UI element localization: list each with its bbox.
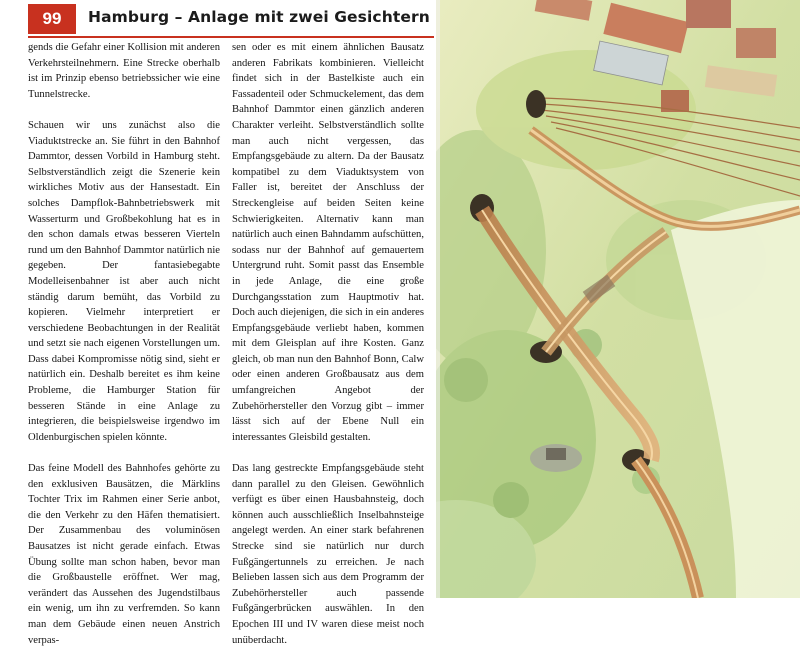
chapter-title: Hamburg – Anlage mit zwei Gesichtern [88,8,430,26]
paragraph: sen oder es mit einem ähnlichen Bausatz anderen Fabrikats kombinieren. Vielleicht findet sich in der Bastelkiste auch ein Fassadenteil oder Schmuckelement, das dem Bahnhof Dammtor einen gänzlich anderen Charakter verleiht. Selbstverständlich sollte man auch nicht vergessen, das Empfangsgebäude zu altern. Da der Bausatz kompatibel zu dem Viaduktsystem von Faller ist, bereitet der Anschluss der Streckengleise auf beiden Seiten keine Schwierigkeiten. Alternativ kann man natürlich auch einen Bahndamm aufschütten, sodass nur der Bahnhof auf gemauertem Untergrund ruht. Somit passt das Ensemble in jede Anlage, die eine große Durchgangsstation zum Hauptmotiv hat. Doch auch diejenigen, die sich in ein anderes Empfangsgebäude verliebt haben, kommen mit dem Gleisplan auf ihre Kosten. Ganz gleich, ob man nun den Bahnhof Bonn, Calw oder einen anderen Großbausatz aus dem umfangreichen Angebot der Zubehörhersteller den Vorzug gibt – immer lässt sich auf der Ebene Null ein interessantes Gleisbild gestalten. [232,42,424,443]
page-number: 99 [28,4,76,34]
paragraph: Schauen wir uns zunächst also die Viaduktstrecke an. Sie führt in den Bahnhof Dammtor, dessen Vorbild in Hamburg steht. Selbstverständlich zeigt die Szenerie kein wirkliches Motiv aus der Hansestadt. Ein solches Dampflok-Bahnbetriebswerk mit Wasserturm und Großbekohlung hat es in den schon damals etwas besseren Vierteln rund um den Bahnhof Dammtor natürlich nie gegeben. Der fantasiebegabte Modelleisenbahner ist aber auch nicht ständig darum bemüht, das Vorbild zu kopieren. Vielmehr interpretiert er verschiedene Beobachtungen in der Realität und setzt sie nach eigenen Vorstellungen um. Dass dabei Kompromisse nötig sind, sieht er natürlich ein. Deshalb bereitet es ihm keine Probleme, die Hamburger Station für besseren Stände in eine Anlage zu integrieren, die beispielsweise irgendwo im Oldenburgischen spielen könnte. [28,119,220,443]
paragraph: Das feine Modell des Bahnhofes gehörte zu den exklusiven Bausätzen, die Märklins Tochter Trix im Rahmen einer Serie anbot, die den Verkehr zu den Häfen thematisiert. Der Zusammenbau des voluminösen Bausatzes ist nicht gerade einfach. Etwas Übung sollte man schon haben, bevor man die Großbaustelle eröffnet. Wer mag, verändert das Aussehen des Jugendstilbaus ein wenig, um ihn zu verfremden. So kann man dem Gebäude einen neuen Anstrich verpas- [28,463,220,646]
paragraph: gends die Gefahr einer Kollision mit anderen Verkehrsteilnehmern. Eine Strecke oberhalb ist im Prinzip ebenso betriebssicher wie eine Tunnelstrecke. [28,42,220,100]
layout-watercolor-illustration [436,0,800,598]
title-rule [28,36,434,38]
small-structure [530,444,582,472]
text-column-right [232,40,424,664]
text-column-left [28,40,220,664]
paragraph: Das lang gestreckte Empfangsgebäude steht dann parallel zu den Gleisen. Gewöhnlich verfügt es über einen Hausbahnsteig, doch können auch ausschließlich Inselbahnsteige angelegt werden. An einer stark befahrenen Strecke sind sie natürlich nur durch Fußgängertunnels zu erreichen. Je nach Belieben lassen sich aus dem Programm der Zubehörhersteller auch passende Fußgängerbrücken auswählen. In den Epochen III und IV waren diese meist noch unüberdacht. [232,463,424,646]
